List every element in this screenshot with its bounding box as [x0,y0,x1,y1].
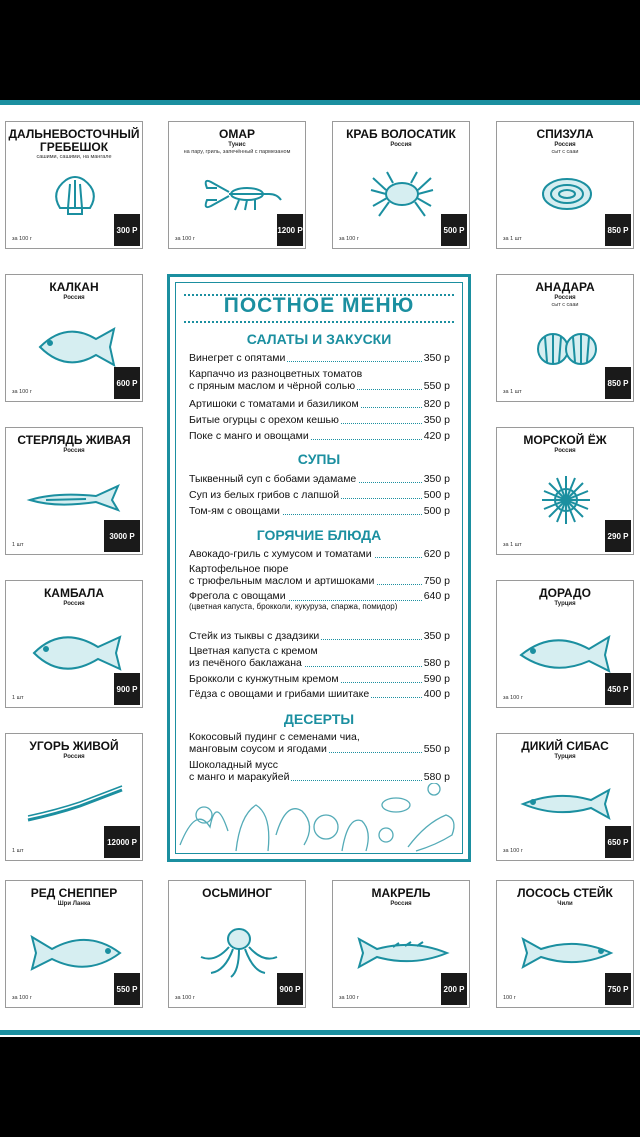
menu-item: Стейк из тыквы с дзадзики 350 р [189,630,450,642]
card-title: ДАЛЬНЕВОСТОЧНЫЙ ГРЕБЕШОК сашими, сашими, на мангале [8,127,140,160]
price-badge: 450 Р [605,673,631,705]
menu-item: Авокадо-гриль с хумусом и томатами 620 р [189,548,450,560]
card-anadara[interactable] [496,274,634,402]
card-spisula[interactable] [496,121,634,249]
price-badge: 900 Р [114,673,140,705]
card-salmon[interactable] [496,880,634,1008]
card-flounder[interactable] [5,580,143,708]
unit-label: за 100 г [503,848,523,854]
card-title: РЕД СНЕППЕР Шри Ланка [30,886,118,907]
menu-item: Поке с манго и овощами 420 р [189,430,450,442]
menu-item: Битые огурцы с орехом кешью 350 р [189,414,450,426]
card-title: СПИЗУЛА Россия сыт с сааи [536,127,594,155]
card-title: КРАБ ВОЛОСАТИК Россия [346,127,456,148]
card-eel[interactable] [5,733,143,861]
card-scallop[interactable] [5,121,143,249]
section-title-soups: СУПЫ [297,451,341,467]
unit-label: за 100 г [339,995,359,1001]
clam-icon [517,164,615,222]
unit-label: 1 шт [12,542,24,548]
card-red-snapper[interactable] [5,880,143,1008]
sea-urchin-icon [517,470,615,528]
seabass-icon [517,776,615,834]
card-title: ОМАР Тунис на пару, гриль, запечённый с пармезаном [183,127,291,155]
unit-label: за 100 г [503,695,523,701]
unit-label: за 100 г [339,236,359,242]
menu-item: Тыквенный суп с бобами эдамаме 350 р [189,473,450,485]
price-badge: 600 Р [114,367,140,399]
price-badge: 850 Р [605,367,631,399]
menu-item: Артишоки с томатами и базиликом 820 р [189,398,450,410]
menu-item: Шоколадный мусс с манго и маракуйей 580 р [189,759,450,783]
card-title: МАКРЕЛЬ Россия [371,886,431,907]
price-badge: 290 Р [605,520,631,552]
price-badge: 850 Р [605,214,631,246]
unit-label: за 100 г [12,389,32,395]
unit-label: 100 г [503,995,516,1001]
menu-title: ПОСТНОЕ МЕНЮ [223,294,415,317]
card-title: КАМБАЛА Россия [43,586,105,607]
price-badge: 200 Р [441,973,467,1005]
card-octopus[interactable] [168,880,306,1008]
lobster-icon [189,164,287,222]
unit-label: за 1 шт [503,236,522,242]
card-turbot[interactable] [5,274,143,402]
card-title: КАЛКАН Россия [49,280,99,301]
unit-label: за 100 г [12,995,32,1001]
unit-label: за 100 г [12,236,32,242]
card-title: УГОРЬ ЖИВОЙ Россия [29,739,119,760]
price-badge: 300 Р [114,214,140,246]
card-seabass[interactable] [496,733,634,861]
section-title-salads: САЛАТЫ И ЗАКУСКИ [246,331,392,347]
dotted-divider [184,321,454,323]
card-title: МОРСКОЙ ЁЖ Россия [523,433,607,454]
unit-label: за 1 шт [503,389,522,395]
menu-item: Карпаччо из разноцветных томатов с пряным маслом и чёрной солью 550 р [189,368,450,392]
menu-item: Кокосовый пудинг с семенами чиа, манговым соусом и ягодами 550 р [189,731,450,755]
unit-label: за 1 шт [503,542,522,548]
card-crab[interactable] [332,121,470,249]
card-sea-urchin[interactable] [496,427,634,555]
unit-label: за 100 г [175,236,195,242]
menu-item: Том-ям с овощами 500 р [189,505,450,517]
price-badge: 650 Р [605,826,631,858]
card-title: ЛОСОСЬ СТЕЙК Чили [517,886,613,907]
card-title: СТЕРЛЯДЬ ЖИВАЯ Россия [17,433,131,454]
menu-item: Цветная капуста с кремом из печёного баклажана 580 р [189,645,450,669]
flounder-icon [26,623,124,681]
vegetables-illustration [176,775,462,853]
price-badge: 750 Р [605,973,631,1005]
card-title: ОСЬМИНОГ [202,886,272,900]
unit-label: 1 шт [12,695,24,701]
menu-item: Картофельное пюре с трюфельным маслом и артишоками 750 р [189,563,450,587]
anadara-shell-icon [517,317,615,375]
price-badge: 500 Р [441,214,467,246]
card-lobster[interactable] [168,121,306,249]
menu-item: Винегрет с опятами 350 р [189,352,450,364]
card-title: АНАДАРА Россия сыт с сааи [535,280,595,308]
card-title: ДОРАДО Турция [539,586,591,607]
section-title-hot: ГОРЯЧИЕ БЛЮДА [256,527,382,543]
crab-icon [353,164,451,222]
card-title: ДИКИЙ СИБАС Турция [521,739,609,760]
price-badge: 12000 Р [104,826,140,858]
dorado-icon [517,623,615,681]
price-badge: 1200 Р [277,214,303,246]
octopus-icon [189,923,287,981]
salmon-icon [517,923,615,981]
section-title-desserts: ДЕСЕРТЫ [283,711,355,727]
scallop-shell-icon [26,164,124,222]
menu-item: Фрегола с овощами 640 р (цветная капуста, брокколи, кукуруза, спаржа, помидор) [189,590,450,611]
red-snapper-icon [26,923,124,981]
turbot-icon [26,317,124,375]
menu-item: Гёдза с овощами и грибами шиитаке 400 р [189,688,450,700]
mackerel-icon [353,923,451,981]
top-accent-stripe [0,100,640,105]
price-badge: 900 Р [277,973,303,1005]
price-badge: 550 Р [114,973,140,1005]
unit-label: за 100 г [175,995,195,1001]
bottom-accent-stripe [0,1030,640,1035]
menu-item: Брокколи с кунжутным кремом 590 р [189,673,450,685]
unit-label: 1 шт [12,848,24,854]
card-dorado[interactable] [496,580,634,708]
menu-item: Суп из белых грибов с лапшой 500 р [189,489,450,501]
card-mackerel[interactable] [332,880,470,1008]
card-sterlet[interactable] [5,427,143,555]
lenten-menu-panel [167,274,471,862]
price-badge: 3000 Р [104,520,140,552]
